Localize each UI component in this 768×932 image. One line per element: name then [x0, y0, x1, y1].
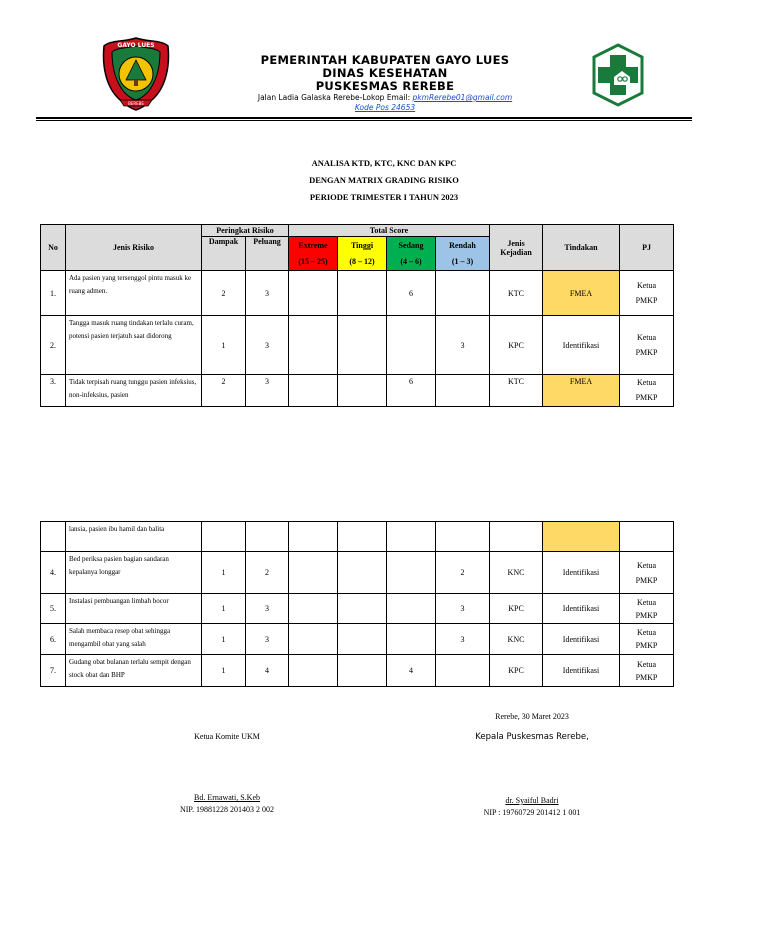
row-tindakan: Identifikasi — [543, 655, 620, 687]
table-row — [41, 594, 674, 624]
header-line-1: PEMERINTAH KABUPATEN GAYO LUES — [260, 53, 510, 67]
row-jenis: KTC — [490, 271, 543, 316]
row-extreme — [289, 655, 338, 687]
row-jenis: KPC — [490, 655, 543, 687]
letterhead — [220, 54, 550, 113]
row-tinggi — [338, 375, 387, 407]
row-rendah — [436, 375, 490, 407]
header-postal — [220, 103, 550, 113]
row-sedang — [387, 552, 436, 594]
row-pj-1: Ketua — [636, 597, 657, 607]
header-rendah — [436, 237, 490, 271]
header-extreme-label: Extreme — [298, 240, 328, 250]
row-peluang: 3 — [246, 375, 289, 407]
left-signer-role: Ketua Komite UKM — [194, 732, 260, 741]
address-text: Jalan Ladia Galaska Rerebe-Lokop Email: — [257, 93, 413, 102]
row-risk: Salah membaca resep obat sehingga mengambil obat yang salah — [66, 624, 202, 655]
row-risk: Ada pasien yang tersenggol pintu masuk ke ruang admen. — [66, 271, 202, 316]
row-no — [41, 522, 66, 552]
row-risk: Tangga masuk ruang tindakan terlalu curam, potensi pasien terjatuh saat didorong — [66, 316, 202, 375]
table-row — [41, 522, 674, 552]
row-tindakan: Identifikasi — [543, 624, 620, 655]
row-tindakan — [543, 522, 620, 552]
row-pj — [620, 624, 674, 655]
row-peluang: 2 — [246, 552, 289, 594]
row-jenis — [490, 522, 543, 552]
row-pj-2: PMKP — [635, 672, 658, 682]
row-extreme — [289, 316, 338, 375]
row-extreme — [289, 624, 338, 655]
logo-text-bottom: BEREBE — [128, 101, 144, 106]
row-rendah — [436, 655, 490, 687]
row-rendah — [436, 271, 490, 316]
row-pj-2: PMKP — [635, 575, 658, 585]
row-no: 3. — [41, 375, 66, 407]
email-link[interactable]: pkmRerebe01@gmail.com — [412, 93, 513, 102]
row-tinggi — [338, 552, 387, 594]
row-pj — [620, 522, 674, 552]
risk-table-page-1 — [40, 224, 674, 407]
row-risk: Tidak terpisah ruang tunggu pasien infeksius, non-infeksius, pasien — [66, 375, 202, 407]
row-sedang — [387, 624, 436, 655]
row-extreme — [289, 271, 338, 316]
header-sedang-label: Sedang — [398, 240, 424, 250]
row-tindakan: Identifikasi — [543, 594, 620, 624]
row-jenis: KTC — [490, 375, 543, 407]
row-dampak — [202, 522, 246, 552]
row-tinggi — [338, 316, 387, 375]
row-rendah: 3 — [436, 624, 490, 655]
header-dampak: Dampak — [202, 237, 246, 271]
row-pj-2: PMKP — [635, 610, 658, 620]
row-pj-1: Ketua — [636, 333, 657, 342]
header-rule-thin — [36, 120, 692, 121]
row-pj — [620, 655, 674, 687]
row-no: 2. — [41, 316, 66, 375]
row-tinggi — [338, 655, 387, 687]
header-pj: PJ — [620, 225, 674, 271]
row-sedang — [387, 522, 436, 552]
row-extreme — [289, 522, 338, 552]
row-risk: Instalasi pembuangan limbah bocor — [66, 594, 202, 624]
row-pj — [620, 375, 674, 407]
row-dampak: 1 — [202, 624, 246, 655]
row-sedang — [387, 594, 436, 624]
header-line-3: PUSKESMAS REREBE — [315, 79, 455, 93]
header-tinggi — [338, 237, 387, 271]
header-tinggi-label: Tinggi — [350, 240, 374, 250]
header-peringkat: Peringkat Risiko — [202, 225, 289, 237]
row-dampak: 2 — [202, 375, 246, 407]
row-pj-1: Ketua — [636, 560, 657, 570]
document-title-3: PERIODE TRIMESTER I TAHUN 2023 — [309, 192, 459, 202]
table-row — [41, 552, 674, 594]
place-date: Rerebe, 30 Maret 2023 — [495, 712, 569, 721]
header-line-2: DINAS KESEHATAN — [322, 66, 448, 80]
row-no: 5. — [41, 594, 66, 624]
header-rendah-range: (1 – 3) — [451, 256, 474, 266]
header-jenis-kejadian-2: Kejadian — [500, 247, 532, 257]
row-extreme — [289, 594, 338, 624]
row-rendah: 2 — [436, 552, 490, 594]
row-dampak: 1 — [202, 655, 246, 687]
row-rendah — [436, 522, 490, 552]
header-jenis-risiko: Jenis Risiko — [66, 225, 202, 271]
table-row — [41, 316, 674, 375]
row-peluang: 3 — [246, 624, 289, 655]
row-no: 7. — [41, 655, 66, 687]
row-dampak: 2 — [202, 271, 246, 316]
row-sedang: 6 — [387, 271, 436, 316]
row-pj-2: PMKP — [635, 296, 658, 305]
table-row — [41, 375, 674, 407]
header-jenis-kejadian — [490, 225, 543, 271]
row-no: 1. — [41, 271, 66, 316]
left-signer-name: Bd. Ernawati, S.Keb — [194, 793, 260, 802]
row-risk: Gudang obat bulanan terlalu sempit dengan stock obat dan BHP — [66, 655, 202, 687]
row-jenis: KNC — [490, 552, 543, 594]
row-rendah: 3 — [436, 316, 490, 375]
document-title-2: DENGAN MATRIX GRADING RISIKO — [309, 175, 459, 185]
row-peluang: 3 — [246, 271, 289, 316]
row-pj-1: Ketua — [636, 628, 657, 637]
row-dampak: 1 — [202, 594, 246, 624]
row-jenis: KPC — [490, 594, 543, 624]
row-peluang: 3 — [246, 594, 289, 624]
header-jenis-kejadian-1: Jenis — [507, 238, 525, 248]
row-jenis: KNC — [490, 624, 543, 655]
row-tinggi — [338, 522, 387, 552]
header-total-score: Total Score — [289, 225, 490, 237]
document-title-1: ANALISA KTD, KTC, KNC DAN KPC — [311, 158, 457, 168]
row-pj — [620, 552, 674, 594]
table-row — [41, 624, 674, 655]
row-risk: lansia, pasien ibu hamil dan balita — [66, 522, 202, 552]
row-no: 4. — [41, 552, 66, 594]
row-tinggi — [338, 624, 387, 655]
row-pj-1: Ketua — [636, 659, 657, 669]
puskesmas-cross-icon — [586, 43, 650, 107]
row-risk: Bed periksa pasien bagian sandaran kepalanya longgar — [66, 552, 202, 594]
header-peluang: Peluang — [246, 237, 289, 271]
header-address — [220, 93, 550, 103]
row-pj-2: PMKP — [635, 348, 658, 357]
row-pj-1: Ketua — [636, 378, 657, 387]
row-tinggi — [338, 271, 387, 316]
row-peluang: 4 — [246, 655, 289, 687]
row-pj-2: PMKP — [635, 393, 658, 402]
row-pj-2: PMKP — [635, 641, 658, 650]
row-extreme — [289, 375, 338, 407]
row-pj-1: Ketua — [636, 281, 657, 290]
right-signer-nip: NIP : 19760729 201412 1 001 — [483, 808, 581, 817]
row-dampak: 1 — [202, 552, 246, 594]
row-peluang — [246, 522, 289, 552]
row-tindakan: FMEA — [543, 375, 620, 407]
header-extreme-range: (15 – 25) — [298, 256, 328, 266]
header-sedang — [387, 237, 436, 271]
row-sedang: 4 — [387, 655, 436, 687]
table-row — [41, 271, 674, 316]
row-tindakan: Identifikasi — [543, 552, 620, 594]
header-no: No — [41, 225, 66, 271]
header-rule-thick — [36, 117, 692, 119]
table-row — [41, 655, 674, 687]
row-pj — [620, 316, 674, 375]
header-rendah-label: Rendah — [449, 240, 476, 250]
row-tindakan: FMEA — [543, 271, 620, 316]
row-sedang — [387, 316, 436, 375]
right-signer-role: Kepala Puskesmas Rerebe, — [475, 732, 589, 742]
row-extreme — [289, 552, 338, 594]
logo-text-top: GAYO LUES — [117, 42, 155, 49]
row-pj — [620, 271, 674, 316]
row-no: 6. — [41, 624, 66, 655]
left-signer-nip: NIP. 19881228 201403 2 002 — [179, 805, 274, 814]
row-peluang: 3 — [246, 316, 289, 375]
risk-table-page-2 — [40, 521, 674, 687]
header-sedang-range: (4 – 6) — [400, 256, 422, 266]
header-tindakan: Tindakan — [543, 225, 620, 271]
header-tinggi-range: (8 – 12) — [349, 256, 375, 266]
postal-code: Kode Pos 24653 — [354, 103, 416, 112]
row-jenis: KPC — [490, 316, 543, 375]
gayo-lues-emblem-icon — [98, 36, 174, 112]
right-signer-name: dr. Syaiful Badri — [505, 796, 559, 805]
row-pj — [620, 594, 674, 624]
row-dampak: 1 — [202, 316, 246, 375]
row-tinggi — [338, 594, 387, 624]
header-extreme — [289, 237, 338, 271]
row-rendah: 3 — [436, 594, 490, 624]
row-sedang: 6 — [387, 375, 436, 407]
row-tindakan: Identifikasi — [543, 316, 620, 375]
